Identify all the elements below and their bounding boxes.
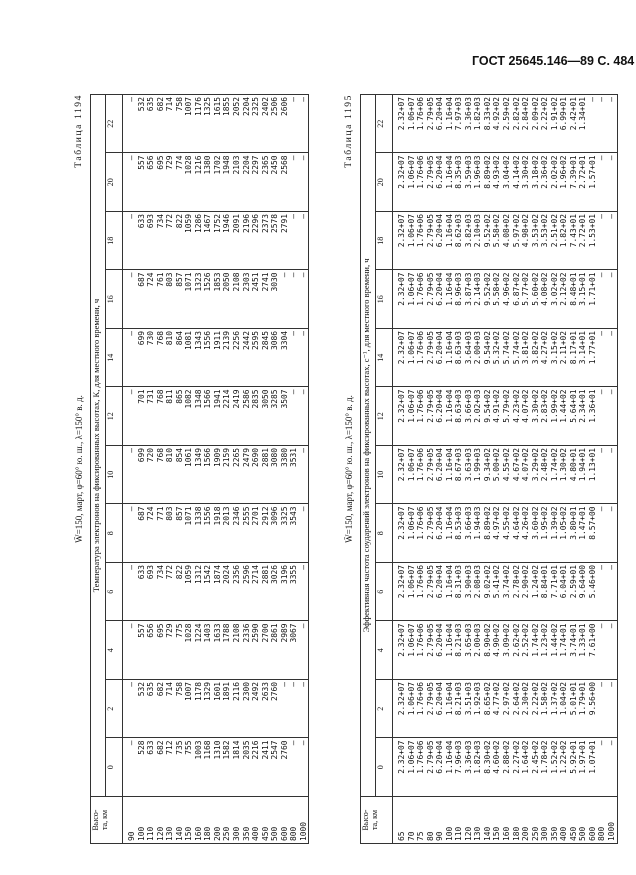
hour-header: 4	[376, 621, 393, 680]
value-column: — 557 656 695 729 774 1028 1216 1380 1702 1948 2103 2204 2297 2365 2450 2568 — —	[123, 153, 309, 212]
value-column: — 699 720 768 810 854 1061 1349 1566 1909 2159 2265 2479 2690 2881 3080 3380 3531 —	[123, 446, 309, 505]
table-caption: Эффективная частота соударений электронов на фиксированных высотах, с⁻¹, для местного времени, ч	[361, 95, 376, 797]
value-column: 2.32+07 1.06+07 1.76+06 2.79+05 6.20+04 1.16+04 8.35+03 3.59+03 1.96+03 8.89+02 4.93+02 3.04+02 4.14+02 3.30+02 3.18+02 2.36+02 2.02+02 1.96+02 7.39+01 2.72+01 1.57+01 — —	[393, 153, 618, 212]
value-column: 2.32+07 1.06+07 1.76+06 2.79+05 6.20+04 1.16+04 8.21+03 3.51+03 1.92+03 8.65+02 4.77+02 2.97+02 2.64+02 2.30+02 2.22+02 1.58+02 1.37+02 1.04+02 5.01+01 1.79+01 9.56+00 — —	[393, 680, 618, 739]
hour-header: 6	[376, 563, 393, 622]
value-column: — 701 731 768 811 865 1082 1348 1566 1941 2214 2419 2586 2835 3050 3285 3507 — —	[123, 387, 309, 446]
value-column: — 532 635 682 714 758 1007 1176 1325 1615 1855 2052 2204 2325 2402 2506 2606 — —	[123, 95, 309, 154]
hour-header: 4	[106, 621, 123, 680]
hour-header: 14	[376, 329, 393, 388]
value-column: — 687 724 771 803 857 1071 1338 1556 1918 2013 2346 2555 2701 2912 3096 3325 3543 —	[123, 504, 309, 563]
page-header: ГОСТ 25645.146—89 С. 484	[472, 54, 635, 68]
hour-header: 12	[106, 387, 123, 446]
value-column: — 633 693 734 772 822 1059 1286 1467 1752 1946 2091 2196 2296 2373 2578 2791 — —	[123, 212, 309, 271]
hour-header: 18	[106, 212, 123, 271]
value-column: 2.32+07 1.06+07 1.76+06 2.79+05 6.20+04 1.16+04 8.62+03 3.82+03 2.10+03 9.52+02 5.58+02 4.08+02 5.97+02 4.98+02 3.53+02 3.53+02 2.51+02 1.82+02 7.43+01 2.72+01 1.53+01 — —	[393, 212, 618, 271]
value-column: 2.32+07 1.06+07 1.76+06 2.79+05 6.20+04 1.16+04 8.31+03 3.90+03 2.08+03 9.02+02 5.41+02 3.74+02 2.78+02 2.90+02 1.24+02 8.84+01 7.71+01 6.04+01 2.59+01 9.64+00 5.46+00 — —	[393, 563, 618, 622]
table-1195-subtitle: W̄=150, март, φ=60° ю. ш., λ=150° в. д.	[344, 395, 354, 543]
value-column: 2.32+07 1.06+07 1.76+06 2.79+05 6.20+04 1.16+04 8.67+03 3.63+03 1.99+03 9.34+02 5.00+02 4.55+02 4.67+02 4.07+02 3.29+02 2.48+02 1.74+02 1.30+02 4.80+01 1.94+01 1.13+01 — —	[393, 446, 618, 505]
value-column: — 557 656 695 729 775 1028 1224 1403 1633 1788 2108 2336 2590 2700 2861 2989 3067 —	[123, 621, 309, 680]
heights-column: 65 70 75 80 90 100 110 120 130 140 150 160 180 200 250 300 350 400 450 500 600 800 1000	[393, 797, 618, 844]
table-1194	[90, 94, 309, 844]
value-column: — 528 633 682 712 735 755 1003 1168 1310 1582 1814 2035 2216 2411 2547 2760 — —	[123, 738, 309, 797]
value-column: 2.32+07 1.06+07 1.76+06 2.79+05 6.20+04 1.16+04 8.21+03 3.65+03 2.00+03 8.90+02 4.90+02 3.09+02 2.62+02 2.52+02 1.74+02 1.23+02 1.44+02 1.74+01 3.74+01 1.33+01 7.61+00 — —	[393, 621, 618, 680]
value-column: 2.32+07 1.06+07 1.76+06 2.79+05 6.20+04 1.16+04 7.97+03 3.36+03 1.82+03 8.33+02 4.92+02 2.59+02 2.82+02 2.84+02 2.09+02 2.22+02 1.91+02 6.99+01 2.42+01 1.34+01 — — —	[393, 95, 618, 154]
table-1194-subtitle: W̄=150, март, φ=60° ю. ш., λ=150° в. д.	[74, 395, 84, 543]
value-column: — 633 693 734 772 822 1059 1312 1542 1874 2024 2356 2596 2714 2881 3026 3196 3355 —	[123, 563, 309, 622]
hour-header: 8	[106, 504, 123, 563]
value-column: — 532 635 682 714 758 1007 1178 1329 1601 1891 2116 2300 2492 2633 2760 — — —	[123, 680, 309, 739]
hour-header: 0	[376, 738, 393, 797]
hour-header: 20	[376, 153, 393, 212]
hour-header: 6	[106, 563, 123, 622]
hour-header: 0	[106, 738, 123, 797]
table-1195-number: Таблица 1195	[344, 94, 354, 168]
hour-header: 10	[376, 446, 393, 505]
value-column: 2.32+07 1.06+07 1.76+06 2.79+05 6.20+04 1.16+04 7.96+03 3.36+03 1.82+03 8.30+02 4.60+02 2.88+02 2.27+02 1.64+02 2.45+02 1.78+02 1.52+02 1.22+02 5.92+01 1.97+01 1.07+01 — —	[393, 738, 618, 797]
hour-header: 2	[376, 680, 393, 739]
hour-header: 22	[376, 95, 393, 154]
value-column: 2.32+07 1.06+07 1.76+06 2.79+05 6.20+04 1.16+04 8.63+03 3.64+03 2.00+03 9.54+02 5.32+02 5.74+02 5.74+02 3.81+02 3.82+02 4.27+02 3.15+02 2.11+02 8.17+01 3.14+01 1.77+01 — —	[393, 329, 618, 388]
value-column: — 687 724 761 803 857 1071 1323 1526 1853 2050 2108 2303 2451 2741 3030 — — —	[123, 270, 309, 329]
height-header: Высо- та, км	[91, 797, 123, 844]
hour-header: 12	[376, 387, 393, 446]
heights-column: 90 100 110 120 130 140 150 160 180 200 250 300 350 400 450 500 600 800 1000	[123, 797, 309, 844]
value-column: 2.32+07 1.06+07 1.76+06 2.79+05 6.20+04 1.16+04 8.96+03 3.87+03 2.14+03 9.52+02 5.58+02 4.96+02 6.87+02 5.77+02 5.60+02 4.08+02 3.02+02 2.12+02 8.48+01 3.15+01 1.71+01 — —	[393, 270, 618, 329]
value-column: — 699 730 768 810 864 1081 1343 1556 1911 2139 2256 2442 2595 2845 3086 3304 — —	[123, 329, 309, 388]
hour-header: 20	[106, 153, 123, 212]
hour-header: 16	[106, 270, 123, 329]
table-1195	[360, 94, 618, 844]
hour-header: 22	[106, 95, 123, 154]
hour-header: 16	[376, 270, 393, 329]
hour-header: 18	[376, 212, 393, 271]
table-1194-number: Таблица 1194	[74, 94, 84, 168]
value-column: 2.32+07 1.06+07 1.76+06 2.79+05 6.20+04 1.16+04 8.63+03 3.66+03 2.02+03 9.54+02 4.91+02 5.79+02 4.23+02 4.07+02 3.30+02 2.83+02 1.99+02 1.44+02 5.64+01 2.34+01 1.36+01 — —	[393, 387, 618, 446]
hour-header: 8	[376, 504, 393, 563]
hour-header: 14	[106, 329, 123, 388]
hour-header: 10	[106, 446, 123, 505]
height-header: Высо- та, км	[361, 797, 393, 844]
value-column: 2.32+07 1.06+07 1.76+06 2.79+05 6.20+04 1.16+04 8.53+03 3.66+03 1.94+03 8.89+02 4.97+02 4.55+02 4.64+02 4.26+02 3.60+02 1.95+02 1.39+02 1.05+02 3.80+01 1.47+01 8.57+00 — —	[393, 504, 618, 563]
hour-header: 2	[106, 680, 123, 739]
table-caption: Температура электронов на фиксированных высотах, К, для местного времени, ч	[91, 95, 106, 797]
